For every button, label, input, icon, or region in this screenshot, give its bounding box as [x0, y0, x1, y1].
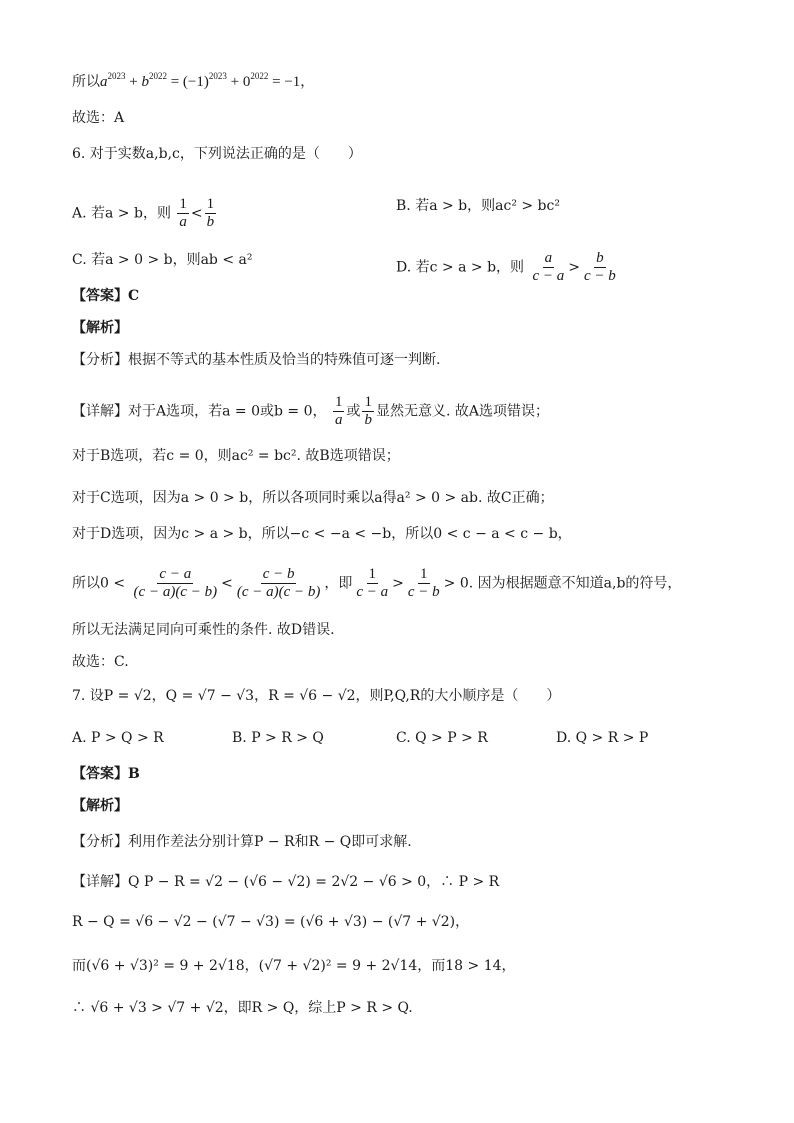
q6-option-a-text: A. 若a > b，则 [72, 205, 171, 222]
q7-detail-3: 而(√6 + √3)² = 9 + 2√18，(√7 + √2)² = 9 + 2√14，而18 > 14， [72, 958, 516, 974]
q7-answer: 【答案】B [72, 766, 140, 782]
q6-detail-c: 对于C选项，因为a > 0 > b，所以各项同时乘以a得a² > 0 > ab. 故C正确； [72, 490, 554, 506]
question-7-stem: 7. 设P = √2，Q = √7 − √3，R = √6 − √2，则P,Q,R的大小顺序是（ ） [72, 688, 561, 704]
q6-detail-d-tail: > 0. 因为根据题意不知道a,b的符号， [443, 575, 682, 592]
q6-detail-d: 对于D选项，因为c > a > b，所以−c < −a < −b，所以0 < c − a < c − b， [72, 526, 572, 542]
line-choice-a: 故选：A [72, 110, 125, 126]
q6-option-d: D. 若c > a > b，则 $\frac{a}{c - a}$ > $\frac{b}{c - b}$ [396, 250, 616, 284]
q6-detail-d-prefix: 所以0 < [72, 575, 126, 592]
fraction-b-over-c-minus-b: $\frac{b}{c - b}$ [584, 250, 616, 284]
q6-option-c: C. 若a > 0 > b，则ab < a² [72, 252, 253, 268]
q7-analysis: 【分析】利用作差法分别计算P − R和R − Q即可求解. [72, 834, 412, 850]
fraction-1-over-a: $\frac{1}{a}$ [179, 196, 187, 230]
q6-detail-b: 对于B选项，若c = 0，则ac² = bc². 故B选项错误； [72, 448, 400, 464]
q6-final-choice: 故选：C. [72, 654, 129, 670]
q7-detail-1: 【详解】Q P − R = √2 − (√6 − √2) = 2√2 − √6 > 0，∴ P > R [72, 874, 500, 890]
fraction-c-minus-a-product: $\frac{c - a}{(c - a)(c - b)}$ [133, 566, 218, 600]
q7-option-c: C. Q > P > R [396, 730, 488, 746]
fraction-a-over-c-minus-a: $\frac{a}{c - a}$ [532, 250, 565, 284]
fraction-c-minus-b-product: $\frac{c - b}{(c - a)(c - b)}$ [236, 566, 321, 600]
q6-option-a: A. 若a > b，则 $\frac{1}{a}$ < $\frac{1}{b}$ [72, 196, 215, 230]
q7-analysis-heading: 【解析】 [72, 798, 128, 814]
q6-analysis-heading: 【解析】 [72, 320, 128, 336]
fraction-1-over-b: $\frac{1}{b}$ [206, 196, 215, 230]
q6-option-d-text: D. 若c > a > b，则 [396, 259, 525, 276]
q7-option-d: D. Q > R > P [556, 730, 649, 746]
q6-answer: 【答案】C [72, 288, 140, 304]
fraction-1-over-a-detail: $\frac{1}{a}$ [334, 394, 343, 428]
question-6-stem: 6. 对于实数a,b,c，下列说法正确的是（ ） [72, 146, 362, 162]
q6-detail-d-conclusion: 所以无法满足同向可乘性的条件. 故D错误. [72, 622, 335, 638]
q6-detail-a: 【详解】对于A选项，若a = 0或b = 0， $\frac{1}{a}$ 或 $\frac{1}{b}$ 显然无意义. 故A选项错误； [72, 394, 549, 428]
q6-analysis: 【分析】根据不等式的基本性质及恰当的特殊值可逐一判断. [72, 352, 441, 368]
line-power-sum: 所以$a^{2023} + b^{2022} = (-1)^{2023} + 0^{2022} = -1$， [72, 71, 315, 90]
q7-option-b: B. P > R > Q [232, 730, 324, 746]
fraction-1-over-c-minus-b: $\frac{1}{c - b}$ [407, 566, 440, 600]
q6-detail-d-fractions: 所以0 < $\frac{c - a}{(c - a)(c - b)}$ < $\frac{c - b}{(c - a)(c - b)}$ ，即 $\frac{1}{c - a}$ > $\frac{1}{c - b}$ > 0. 因为根据题意不知道a,b的符号， [72, 566, 682, 600]
q7-detail-2: R − Q = √6 − √2 − (√7 − √3) = (√6 + √3) − (√7 + √2)， [72, 914, 470, 930]
text-prefix: 所以 [72, 74, 100, 90]
q7-option-a: A. P > Q > R [72, 730, 164, 746]
fraction-1-over-c-minus-a: $\frac{1}{c - a}$ [356, 566, 389, 600]
math-power-sum: $a^{2023} + b^{2022} = (-1)^{2023} + 0^{2022} = -1$ [100, 71, 301, 90]
q6-detail-a-text: 【详解】对于A选项，若a = 0或b = 0， [72, 403, 327, 420]
q6-detail-a-tail: 显然无意义. 故A选项错误； [375, 403, 549, 420]
q6-detail-d-mid: ，即 [324, 575, 353, 592]
q6-option-b: B. 若a > b，则ac² > bc² [396, 198, 560, 214]
q7-detail-4: ∴ √6 + √3 > √7 + √2，即R > Q，综上P > R > Q. [72, 1000, 413, 1016]
fraction-1-over-b-detail: $\frac{1}{b}$ [364, 394, 372, 428]
